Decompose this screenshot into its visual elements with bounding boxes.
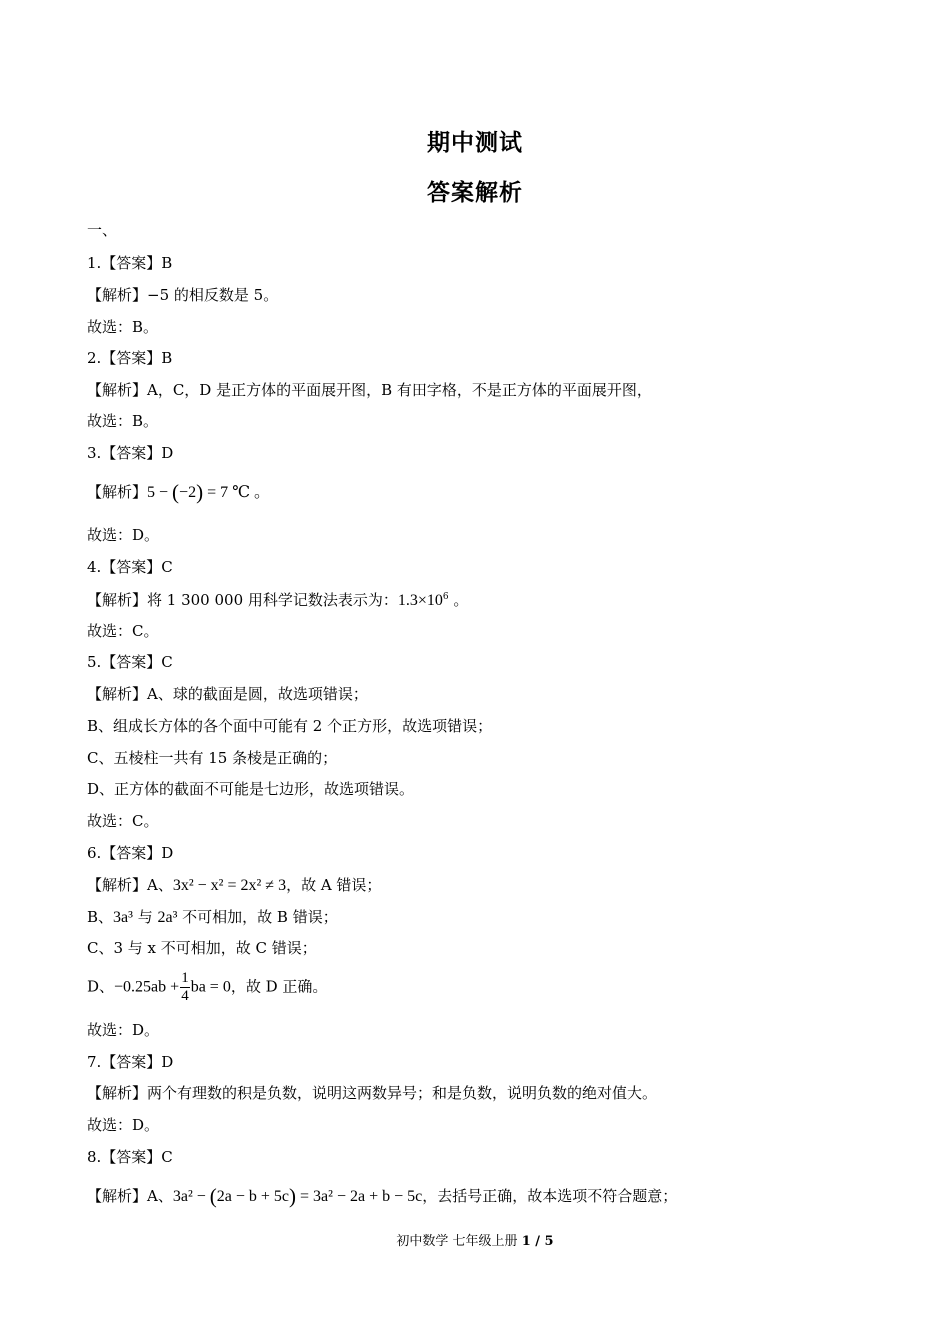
page-footer (0, 1230, 950, 1249)
q8-a-expr-right: = 3a² − 2a + b − 5c (296, 1188, 423, 1205)
q4-sci-base: 1.3×10 (397, 592, 443, 609)
q4-sci-exp: 6 (442, 592, 449, 602)
q7-answer: 7.【答案】D (87, 1053, 174, 1071)
q2-answer: 2.【答案】B (87, 349, 173, 367)
q4-answer: 4.【答案】C (87, 558, 173, 576)
q4-analysis-prefix: 【解析】将 1 300 000 用科学记数法表示为： (87, 591, 398, 609)
q7-analysis: 【解析】两个有理数的积是负数，说明这两数异号；和是负数，说明负数的绝对值大。 (87, 1084, 658, 1102)
fraction-numerator: 1 (181, 970, 189, 986)
right-paren: ) (289, 1184, 297, 1208)
fraction-denominator: 4 (181, 988, 189, 1004)
q6-b-expr2: 2a³ (157, 909, 178, 926)
q3-expr-a: 5 − (147, 484, 173, 501)
q6-conclusion: 故选：D。 (87, 1021, 160, 1039)
q1-conclusion: 故选：B。 (87, 318, 159, 336)
q7-conclusion: 故选：D。 (87, 1116, 160, 1134)
footer-page-separator: / (530, 1234, 545, 1249)
right-paren: ) (196, 480, 204, 504)
q6-a-expr: 3x² − x² = 2x² ≠ 3 (172, 877, 287, 894)
footer-page-current: 1 (521, 1234, 531, 1249)
page-subtitle: 答案解析 (427, 180, 523, 206)
q6-b-mid: 与 (132, 908, 158, 926)
q8-a-suffix: ，去括号正确，故本选项不符合题意； (422, 1187, 678, 1205)
q8-a-expr-left: 3a² − (172, 1188, 210, 1205)
q5-answer: 5.【答案】C (87, 653, 173, 671)
q6-line-a (87, 875, 381, 896)
q6-a-prefix: 【解析】A、 (87, 876, 173, 894)
q6-d-prefix: D、 (87, 977, 115, 996)
q6-line-d (87, 970, 327, 1005)
page-title: 期中测试 (427, 130, 523, 156)
q3-analysis (87, 482, 270, 503)
q8-line-a (87, 1186, 677, 1207)
q6-d-expr-right: ba = 0 (190, 978, 231, 996)
q6-a-suffix: ，故 A 错误； (286, 876, 382, 894)
q6-answer: 6.【答案】D (87, 844, 174, 862)
q8-a-prefix: 【解析】A、 (87, 1187, 173, 1205)
q1-analysis: 【解析】−5 的相反数是 5。 (87, 286, 279, 304)
left-paren: ( (209, 1184, 217, 1208)
q2-conclusion: 故选：B。 (87, 412, 159, 430)
q4-analysis (87, 590, 468, 611)
q6-b-suffix: 不可相加，故 B 错误； (177, 908, 338, 926)
q6-line-b (87, 907, 338, 928)
q2-analysis: 【解析】A，C，D 是正方体的平面展开图，B 有田字格，不是正方体的平面展开图， (87, 381, 652, 399)
footer-label: 初中数学 七年级上册 (396, 1234, 518, 1249)
q5-line-d: D、正方体的截面不可能是七边形，故选项错误。 (87, 780, 415, 798)
q8-a-expr-inner: 2a − b + 5c (216, 1188, 290, 1205)
q6-b-prefix: B、 (87, 908, 114, 926)
q6-d-expr-left: −0.25ab + (114, 978, 180, 996)
q5-line-b: B、组成长方体的各个面中可能有 2 个正方形，故选项错误； (87, 717, 493, 735)
q3-answer: 3.【答案】D (87, 444, 174, 462)
left-paren: ( (172, 480, 180, 504)
q1-answer: 1.【答案】B (87, 254, 173, 272)
section-heading: 一、 (87, 221, 118, 239)
footer-page-total: 5 (544, 1234, 554, 1249)
q5-analysis: 【解析】A、球的截面是圆，故选项错误； (87, 685, 368, 703)
q4-analysis-suffix: 。 (448, 591, 469, 609)
q6-b-expr1: 3a³ (113, 909, 133, 926)
q6-line-c: C、3 与 x 不可相加，故 C 错误； (87, 939, 317, 957)
q4-conclusion: 故选：C。 (87, 622, 159, 640)
q3-conclusion: 故选：D。 (87, 526, 160, 544)
q5-conclusion: 故选：C。 (87, 812, 159, 830)
q3-expr-b: −2 (179, 484, 197, 501)
q8-answer: 8.【答案】C (87, 1148, 173, 1166)
q5-line-c: C、五棱柱一共有 15 条棱是正确的； (87, 749, 338, 767)
fraction (180, 970, 190, 1005)
q3-expr-c: = 7 ℃ 。 (203, 484, 271, 501)
q6-d-suffix: ，故 D 正确。 (230, 977, 328, 996)
q3-analysis-prefix: 【解析】 (87, 483, 148, 501)
